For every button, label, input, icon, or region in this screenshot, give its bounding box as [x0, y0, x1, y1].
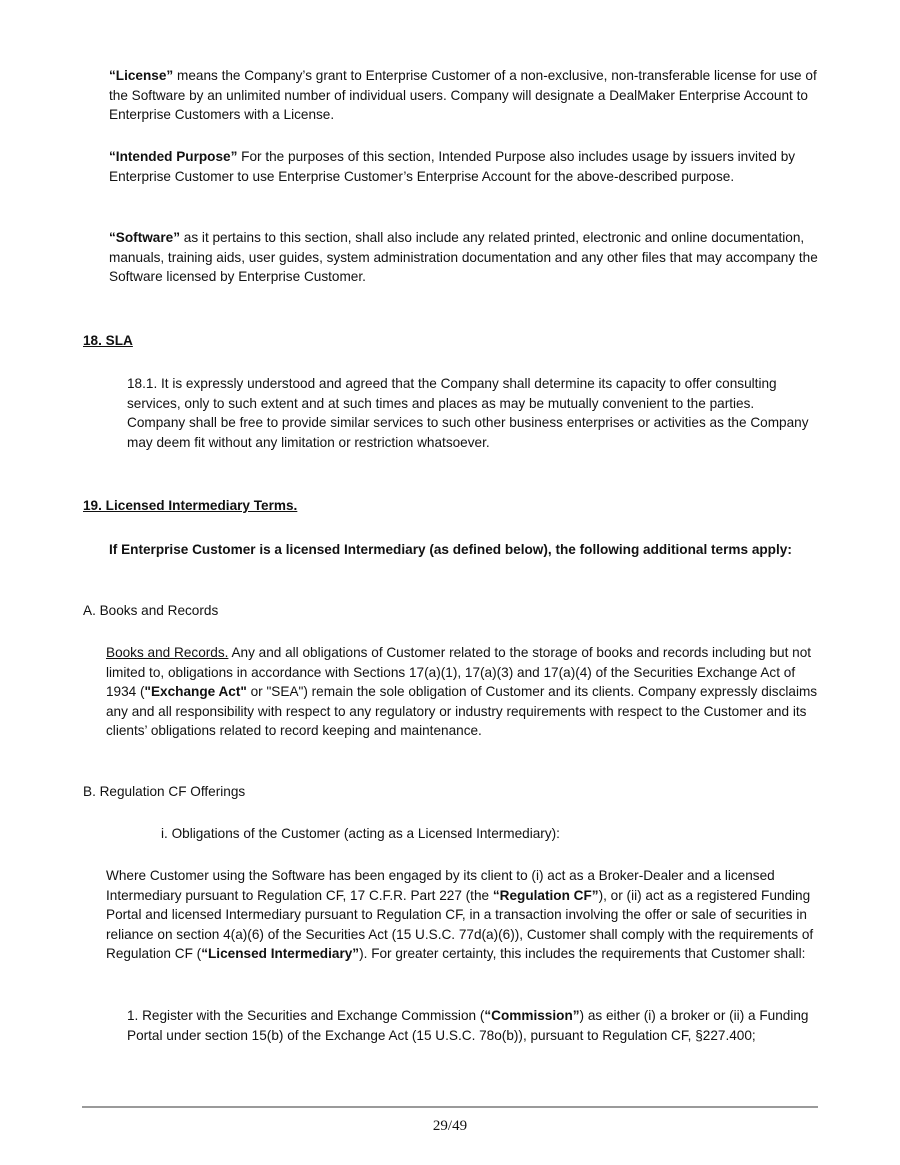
regulation-cf-paragraph	[106, 866, 818, 964]
paragraph-text: ), or (ii) act as a registered Funding Portal and licensed Intermediary pursuant to Regulation CF, in a transaction involving the offer or sale of securities in reliance on section 4(a)(6) of the Securities Act (15 U.S.C. 77d(a)(6)), Customer shall comply with the requirements of Regulation CF (	[106, 887, 814, 962]
paragraph-text: ). For greater certainty, this includes the requirements that Customer shall:	[359, 946, 806, 962]
paragraph-text: Any and all obligations of Customer related to the storage of books and records including but not limited to, obligations in accordance with Sections 17(a)(1), 17(a)(3) and 17(a)(4) of the Securities Exchange Act of 1934 (	[106, 645, 812, 700]
licensed-intermediary-term: “Licensed Intermediary”	[201, 946, 360, 962]
section-18-1-paragraph: 18.1. It is expressly understood and agreed that the Company shall determine its capacity to offer consulting services, only to such extent and at such times and places as may be mutually convenient to the parties. Company shall be free to provide similar services to such other business enterprises or activities as the Company may deem fit without any limitation or restriction whatsoever.	[127, 376, 809, 450]
definition-license	[109, 66, 821, 125]
definition-term: “Intended Purpose”	[109, 149, 238, 164]
section-18-heading: 18. SLA	[83, 333, 133, 348]
requirement-item-1	[127, 1006, 812, 1045]
paragraph-text: Where Customer using the Software has been engaged by its client to (i) act as a Broker-Dealer and a licensed Intermediary pursuant to Regulation CF, 17 C.F.R. Part 227 (the	[106, 868, 775, 903]
definition-term: “License”	[109, 68, 174, 83]
definition-text: For the purposes of this section, Intended Purpose also includes usage by issuers invited by Enterprise Customer to use Enterprise Customer’s Enterprise Account for the above-described purpose.	[109, 149, 796, 184]
paragraph-text: 1. Register with the Securities and Exchange Commission (	[127, 1008, 485, 1023]
definition-text: means the Company’s grant to Enterprise Customer of a non-exclusive, non-transferable license for use of the Software by an unlimited number of individual users. Company will designate a DealMaker Enterprise Account to Enterprise Customers with a License.	[109, 68, 817, 123]
subsection-b-i-title: i. Obligations of the Customer (acting as a Licensed Intermediary):	[161, 826, 560, 841]
exchange-act-term: "Exchange Act"	[144, 684, 247, 700]
section-19-intro: If Enterprise Customer is a licensed Intermediary (as defined below), the following additional terms apply:	[109, 542, 792, 557]
definition-intended-purpose	[109, 147, 821, 186]
books-and-records-lead: Books and Records.	[106, 645, 229, 660]
paragraph-text: ) as either (i) a broker or (ii) a Funding Portal under section 15(b) of the Exchange Act (15 U.S.C. 78o(b)), pursuant to Regulation CF, §227.400;	[127, 1008, 809, 1043]
paragraph-text: or "SEA") remain the sole obligation of Customer and its clients. Company expressly disclaims any and all responsibility with respect to any regulatory or industry requirements with respect to the Customer and its clients’ obligations related to record keeping and maintenance.	[106, 684, 818, 739]
footer-divider	[82, 1106, 818, 1108]
page-number: 29/49	[432, 1118, 468, 1134]
definition-text: as it pertains to this section, shall also include any related printed, electronic and online documentation, manuals, training aids, user guides, system administration documentation and any other files that may accompany the Software licensed by Enterprise Customer.	[109, 230, 818, 285]
books-and-records-paragraph	[106, 643, 818, 741]
regulation-cf-term: “Regulation CF”	[492, 887, 599, 903]
definition-term: “Software”	[109, 230, 181, 245]
definition-software	[109, 228, 821, 287]
subsection-a-title: A. Books and Records	[83, 603, 219, 618]
section-19-heading: 19. Licensed Intermediary Terms.	[83, 498, 298, 513]
subsection-b-title: B. Regulation CF Offerings	[83, 784, 246, 799]
commission-term: “Commission”	[484, 1008, 580, 1023]
